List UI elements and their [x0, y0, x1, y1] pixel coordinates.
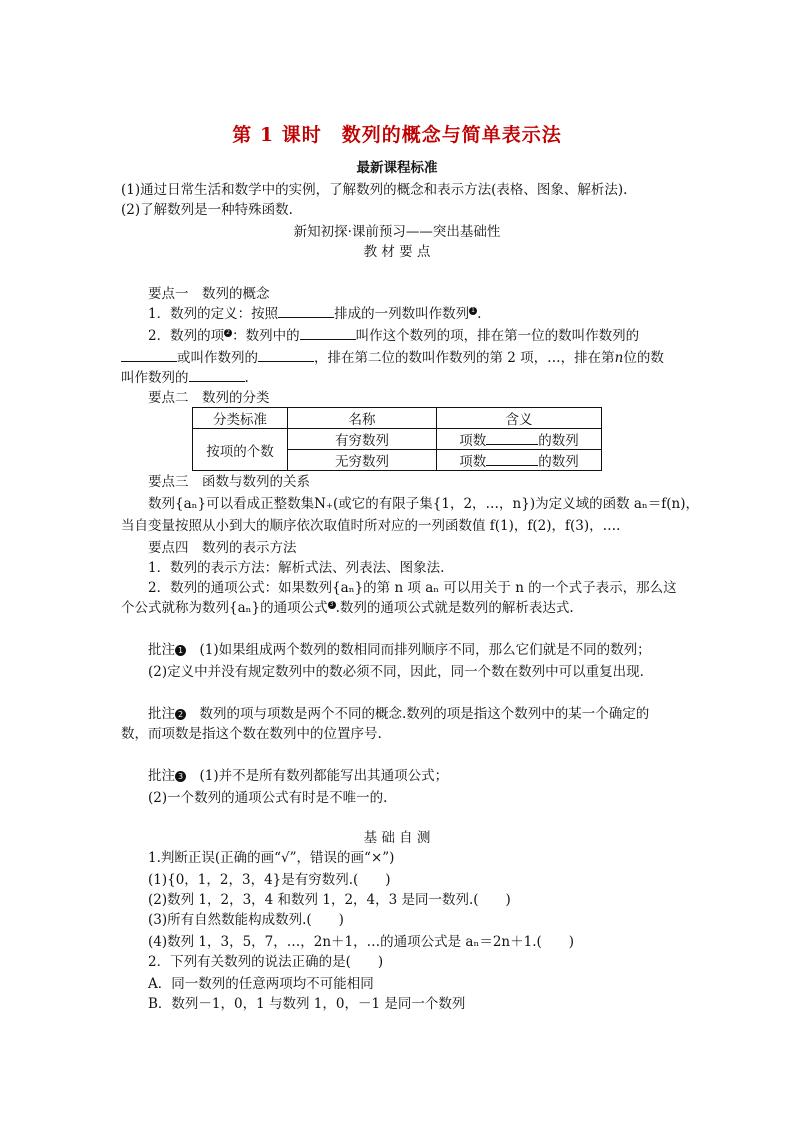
note-number-icon: 3 — [175, 771, 186, 782]
point4-line2: 2．数列的通项公式：如果数列{aₙ}的第 n 项 aₙ 可以用关于 n 的一个式子表示，那么这 — [148, 580, 677, 596]
table-header: 分类标准 — [193, 408, 288, 429]
standards-heading: 最新课程标准 — [356, 160, 438, 176]
text: 排成的一列数叫作数列 — [334, 306, 470, 322]
q1-item-3: (3)所有自然数能构成数列.( ) — [148, 912, 344, 928]
text: 叫作数列的 — [121, 370, 189, 386]
fill-blank[interactable] — [486, 452, 538, 466]
q1-item-4: (4)数列 1，3，5，7，…，2n＋1，…的通项公式是 aₙ＝2n＋1.( ) — [148, 934, 575, 950]
q1-item-1: (1){0，1，2，3，4}是有穷数列.( ) — [148, 872, 391, 888]
section-banner: 新知初探·课前预习——突出基础性 — [293, 224, 501, 240]
point1-line4 — [121, 368, 249, 388]
table-header: 名称 — [288, 408, 437, 429]
note-marker-icon: 1 — [469, 307, 477, 315]
table-cell-meaning — [437, 450, 602, 471]
text: . — [477, 306, 482, 322]
q2-stem: 2．下列有关数列的说法正确的是( ) — [148, 954, 384, 970]
fill-blank[interactable] — [278, 304, 334, 318]
text: 1．数列的定义：按照 — [148, 306, 279, 322]
note-3-line1 — [148, 766, 448, 786]
note-number-icon: 1 — [175, 645, 186, 656]
section-title: 教 材 要 点 — [363, 244, 431, 260]
point1-line1 — [148, 304, 481, 324]
point2-heading: 要点二 数列的分类 — [148, 390, 270, 406]
fill-blank[interactable] — [300, 326, 356, 340]
fill-blank[interactable] — [486, 431, 538, 445]
point1-heading: 要点一 数列的概念 — [148, 286, 270, 302]
q1-stem: 1.判断正误(正确的画“√”，错误的画“×”) — [148, 850, 395, 866]
note-label: 批注 — [148, 706, 175, 722]
q1-item-2: (2)数列 1，2，3，4 和数列 1，2，4，3 是同一数列.( ) — [148, 892, 511, 908]
table-cell-criterion: 按项的个数 — [193, 429, 288, 471]
point1-line3 — [121, 348, 664, 368]
fill-blank[interactable] — [258, 348, 314, 362]
point4-heading: 要点四 数列的表示方法 — [148, 540, 297, 556]
note-2-line2: 数，而项数是指这个数在数列中的位置序号. — [121, 726, 382, 742]
table-header: 含义 — [437, 408, 602, 429]
text: 2．数列的项 — [148, 328, 225, 344]
selftest-heading: 基 础 自 测 — [363, 830, 431, 846]
note-3-line2: (2)一个数列的通项公式有时是不唯一的. — [148, 790, 388, 806]
classification-table — [192, 407, 602, 471]
text: 叫作这个数列的项，排在第一位的数叫作数列的 — [355, 328, 640, 344]
text: .数列的通项公式就是数列的解析表达式. — [335, 600, 574, 616]
table-row — [193, 429, 602, 450]
text: (1)如果组成两个数列的数相同而排列顺序不同，那么它们就是不同的数列； — [199, 642, 651, 658]
point3-heading: 要点三 函数与数列的关系 — [148, 474, 310, 490]
note-marker-icon: 2 — [224, 329, 232, 337]
text: 的数列 — [538, 433, 579, 449]
text: 的数列 — [538, 454, 579, 470]
standards-item-1: (1)通过日常生活和数学中的实例，了解数列的概念和表示方法(表格、图象、解析法). — [121, 182, 628, 198]
variable-n: n — [614, 350, 624, 366]
note-2-line1 — [148, 704, 649, 724]
text: ，排在第二位的数叫作数列的第 2 项，…，排在第 — [314, 350, 615, 366]
text: 或叫作数列的 — [177, 350, 258, 366]
note-label: 批注 — [148, 768, 175, 784]
table-cell-name: 无穷数列 — [288, 450, 437, 471]
text: 位的数 — [623, 350, 664, 366]
note-1-line2: (2)定义中并没有规定数列中的数必须不同，因此，同一个数在数列中可以重复出现. — [148, 664, 644, 680]
table-cell-meaning — [437, 429, 602, 450]
note-1-line1 — [148, 640, 651, 660]
point3-line1: 数列{aₙ}可以看成正整数集N₊(或它的有限子集{1，2，…，n})为定义域的函数 aₙ＝f(n)， — [148, 496, 699, 512]
table-cell-name: 有穷数列 — [288, 429, 437, 450]
point3-line2: 当自变量按照从小到大的顺序依次取值时所对应的一列函数值 f(1)，f(2)，f(3)，…. — [121, 518, 621, 534]
point4-line1: 1．数列的表示方法：解析式法、列表法、图象法. — [148, 560, 445, 576]
q2-option-b: B．数列－1，0，1 与数列 1，0，－1 是同一个数列 — [148, 996, 466, 1012]
page-title: 第 1 课时 数列的概念与简单表示法 — [232, 124, 562, 146]
standards-item-2: (2)了解数列是一种特殊函数. — [121, 202, 293, 218]
text: (1)并不是所有数列都能写出其通项公式； — [199, 768, 449, 784]
note-label: 批注 — [148, 642, 175, 658]
fill-blank[interactable] — [189, 368, 245, 382]
text: 数列的项与项数是两个不同的概念.数列的项是指这个数列中的某一个确定的 — [199, 706, 650, 722]
text: . — [244, 370, 249, 386]
fill-blank[interactable] — [121, 348, 177, 362]
point1-line2 — [148, 326, 639, 346]
table-header-row — [193, 408, 602, 429]
text: ：数列中的 — [232, 328, 300, 344]
note-number-icon: 2 — [175, 709, 186, 720]
point4-line3 — [121, 598, 574, 618]
note-marker-icon: 3 — [328, 601, 336, 609]
text: 项数 — [459, 454, 487, 470]
q2-option-a: A．同一数列的任意两项均不可能相同 — [148, 976, 374, 992]
text: 项数 — [459, 433, 487, 449]
text: 个公式就称为数列{aₙ}的通项公式 — [121, 600, 328, 616]
